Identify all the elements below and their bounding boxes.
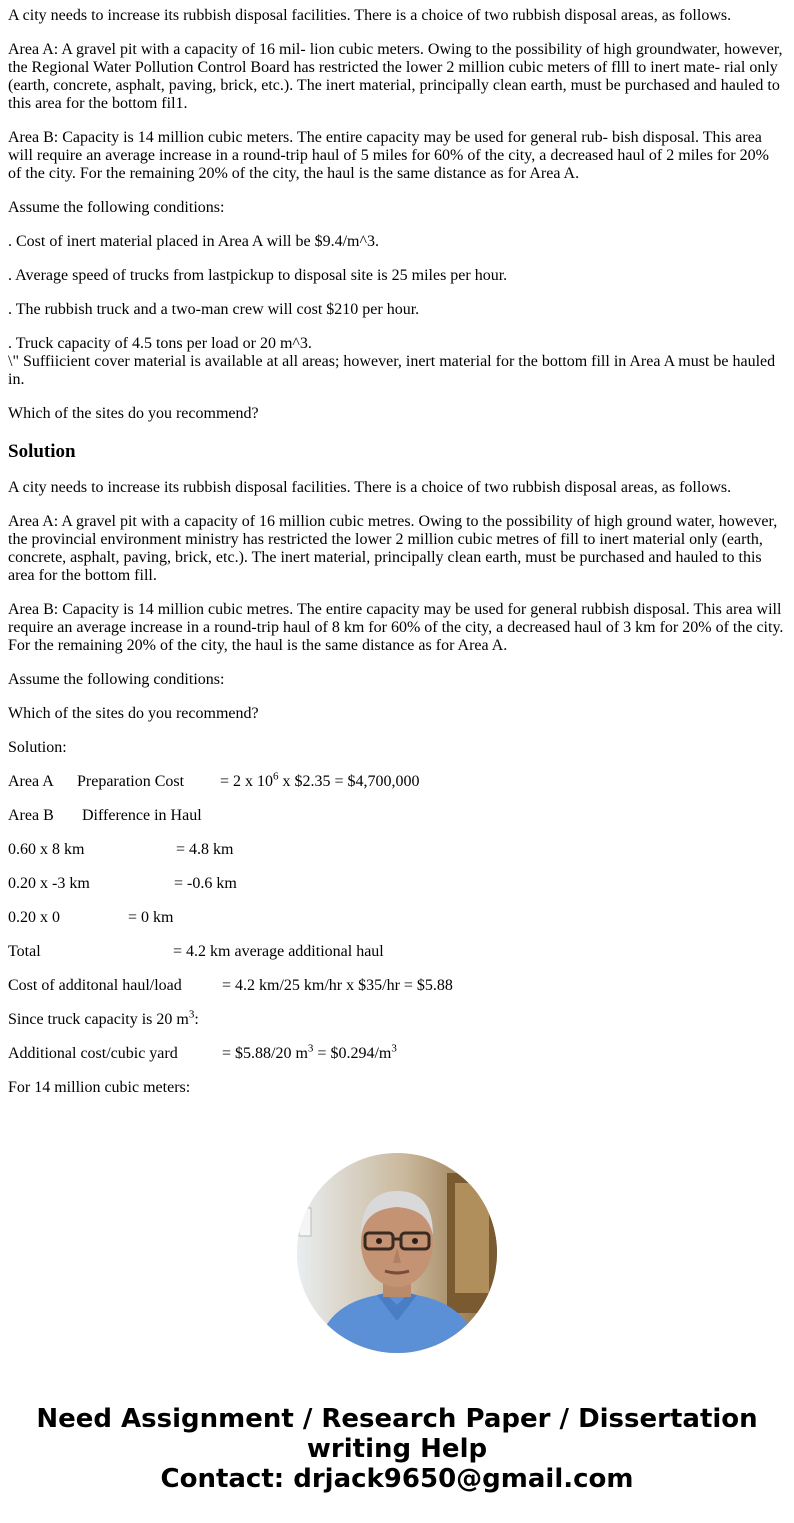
calc-row-1 xyxy=(8,841,786,859)
question-ask: Which of the sites do you recommend? xyxy=(8,405,259,422)
calc-add-rhs: = $5.88/20 $m^3$ = $\$0.294/m^3$ xyxy=(222,1042,397,1062)
calc-add-lhs: Additional cost/cubic yard xyxy=(8,1045,178,1062)
calc-b-label: Area B xyxy=(8,807,54,824)
condition-3: . The rubbish truck and a two-man crew will cost $210 per hour. xyxy=(8,301,420,318)
calc-a-item: Preparation Cost xyxy=(77,773,185,790)
banner-line-1: Need Assignment / Research Paper / Dissertation xyxy=(36,1404,758,1434)
solution-assume: Assume the following conditions: xyxy=(8,671,225,688)
calc-area-b xyxy=(8,807,786,825)
calc-row-3-lhs: 0.20 x 0 xyxy=(8,909,60,926)
calc-haul-rhs: = 4.2 km/25 km/hr x $35/hr = $5.88 xyxy=(222,977,453,994)
calc-row-2-lhs: 0.20 x -3 km xyxy=(8,875,90,892)
condition-2: . Average speed of trucks from lastpickup to disposal site is 25 miles per hour. xyxy=(8,267,508,284)
author-photo-illustration xyxy=(297,1153,497,1353)
question-area-b: Area B: Capacity is 14 million cubic meters. The entire capacity may be used for general rub- bish disposal. This area will require an average increase in a round-trip haul of 5 miles for 60% of the city, a decreased haul of 2 miles for 20% of the city. For the remaining 20% of the city, the haul is the same distance as for Area A. xyxy=(8,129,769,182)
author-avatar xyxy=(297,1153,497,1353)
banner-contact: Contact: drjack9650@gmail.com xyxy=(160,1464,634,1494)
calc-haul-lhs: Cost of additonal haul/load xyxy=(8,977,182,994)
calc-a-label: Area A xyxy=(8,773,54,790)
calc-total-lhs: Total xyxy=(8,943,41,960)
calc-row-2 xyxy=(8,875,786,893)
cover-note: \" Suffiicient cover material is available at all areas; however, inert material for the bottom fill in Area A must be hauled in. xyxy=(8,353,776,388)
calc-row-2-rhs: = -0.6 km xyxy=(174,875,237,892)
calc-row-3 xyxy=(8,909,786,927)
calc-row-1-rhs: = 4.8 km xyxy=(176,841,234,858)
calc-haul-cost xyxy=(8,977,786,995)
document-content xyxy=(8,0,786,1097)
question-intro: A city needs to increase its rubbish disposal facilities. There is a choice of two rubbish disposal areas, as follows. xyxy=(8,7,732,24)
calc-for-14: For 14 million cubic meters: xyxy=(8,1079,191,1096)
calc-capacity xyxy=(8,1008,786,1029)
question-area-a: Area A: A gravel pit with a capacity of 16 mil- lion cubic meters. Owing to the possibility of high groundwater, however, the Regional Water Pollution Control Board has restricted the lower 2 million cubic meters of flll to inert mate- rial only (earth, concrete, asphalt, paving, brick, etc.). The inert material, principally clean earth, must be purchased and hauled to this area for the bottom fil1. xyxy=(8,41,783,112)
condition-1: . Cost of inert material placed in Area A will be $9.4/m^3. xyxy=(8,233,379,250)
calc-row-3-rhs: = 0 km xyxy=(128,909,174,926)
calc-row-1-lhs: 0.60 x 8 km xyxy=(8,841,85,858)
calc-a-equation: = 2 x $10^6$ x $2.35 = $4,700,000 xyxy=(220,770,420,790)
solution-label: Solution: xyxy=(8,739,67,756)
solution-ask: Which of the sites do you recommend? xyxy=(8,705,259,722)
help-banner xyxy=(0,1404,794,1494)
calc-total-rhs: = 4.2 km average additional haul xyxy=(173,943,384,960)
calc-additional xyxy=(8,1042,786,1063)
solution-area-b: Area B: Capacity is 14 million cubic metres. The entire capacity may be used for general rubbish disposal. This area will require an average increase in a round-trip haul of 8 km for 60% of the city, a decreased haul of 3 km for 20% of the city. For the remaining 20% of the city, the haul is the same distance as for Area A. xyxy=(8,601,784,654)
solution-intro: A city needs to increase its rubbish disposal facilities. There is a choice of two rubbish disposal areas, as follows. xyxy=(8,479,732,496)
calc-area-a xyxy=(8,770,786,791)
banner-line-2: writing Help xyxy=(306,1434,488,1464)
calc-total xyxy=(8,943,786,961)
solution-area-a: Area A: A gravel pit with a capacity of 16 million cubic metres. Owing to the possibility of high ground water, however, the provincial environment ministry has restricted the lower 2 million cubic metres of fill to inert material only (earth, concrete, asphalt, paving, brick, etc.). The inert material, principally clean earth, must be purchased and hauled to this area for the bottom fill. xyxy=(8,513,778,584)
question-assume: Assume the following conditions: xyxy=(8,199,225,216)
solution-heading: Solution xyxy=(8,441,76,462)
condition-4: . Truck capacity of 4.5 tons per load or 20 m^3. xyxy=(8,335,312,352)
calc-b-item: Difference in Haul xyxy=(82,807,202,824)
calc-capacity-text: Since truck capacity is 20 $m^3$: xyxy=(8,1008,199,1028)
